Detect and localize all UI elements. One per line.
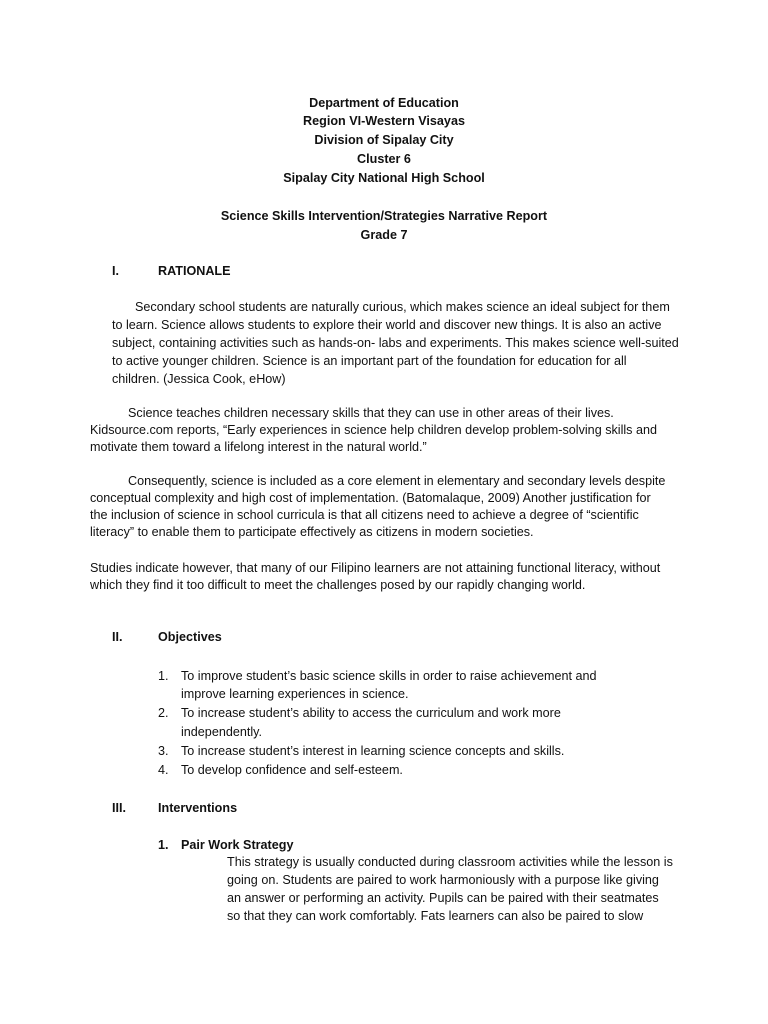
rationale-p3-line: Consequently, science is included as a core element in elementary and secondary levels despite [128, 474, 666, 488]
rationale-p1-line: children. (Jessica Cook, eHow) [112, 372, 286, 386]
objective-text: To increase student’s interest in learning science concepts and skills. [181, 744, 565, 758]
strategy-text-line: an answer or performing an activity. Pupils can be paired with their seatmates [227, 891, 659, 905]
objective-number: 3. [158, 744, 169, 758]
strategy-number: 1. [158, 838, 169, 852]
report-grade: Grade 7 [360, 228, 408, 242]
header-department: Department of Education [309, 96, 459, 110]
section-2-heading: Objectives [158, 630, 222, 644]
rationale-p1-line: Secondary school students are naturally curious, which makes science an ideal subject for them [135, 300, 670, 314]
rationale-p4-line: which they find it too difficult to meet the challenges posed by our rapidly changing world. [90, 578, 586, 592]
strategy-text-line: so that they can work comfortably. Fats learners can also be paired to slow [227, 909, 644, 923]
header-cluster: Cluster 6 [357, 152, 411, 166]
rationale-p2-line: motivate them toward a lifelong interest in the natural world.” [90, 440, 427, 454]
objective-text: improve learning experiences in science. [181, 687, 409, 701]
rationale-p2-line: Kidsource.com reports, “Early experiences in science help children develop problem-solving skills and [90, 423, 657, 437]
strategy-title: Pair Work Strategy [181, 838, 294, 852]
rationale-p3-line: literacy” to enable them to participate effectively as citizens in modern societies. [90, 525, 534, 539]
strategy-text-line: This strategy is usually conducted during classroom activities while the lesson is [227, 855, 673, 869]
header-school: Sipalay City National High School [283, 171, 485, 185]
objective-text: To increase student’s ability to access the curriculum and work more [181, 706, 561, 720]
objective-number: 4. [158, 763, 169, 777]
rationale-p3-line: the inclusion of science in school curricula is that all citizens need to achieve a degree of “scientific [90, 508, 639, 522]
header-region: Region VI-Western Visayas [303, 114, 465, 128]
strategy-text-line: going on. Students are paired to work harmoniously with a purpose like giving [227, 873, 659, 887]
objective-text: independently. [181, 725, 262, 739]
section-3-numeral: III. [112, 801, 126, 815]
rationale-p4-line: Studies indicate however, that many of our Filipino learners are not attaining functional literacy, without [90, 561, 661, 575]
header-division: Division of Sipalay City [314, 133, 454, 147]
objective-text: To develop confidence and self-esteem. [181, 763, 403, 777]
rationale-p1-line: to learn. Science allows students to explore their world and discover new things. It is also an active [112, 318, 662, 332]
section-2-numeral: II. [112, 630, 123, 644]
rationale-p1-line: subject, containing activities such as hands-on- labs and experiments. This makes science well-suited [112, 336, 679, 350]
rationale-p1-line: to active younger children. Science is an important part of the foundation for education for all [112, 354, 627, 368]
report-title: Science Skills Intervention/Strategies Narrative Report [220, 209, 548, 223]
objective-number: 1. [158, 669, 169, 683]
objective-text: To improve student’s basic science skills in order to raise achievement and [181, 669, 597, 683]
section-1-numeral: I. [112, 264, 119, 278]
objective-number: 2. [158, 706, 169, 720]
rationale-p2-line: Science teaches children necessary skills that they can use in other areas of their lives. [128, 406, 614, 420]
section-1-heading: RATIONALE [158, 264, 231, 278]
section-3-heading: Interventions [158, 801, 238, 815]
rationale-p3-line: conceptual complexity and high cost of implementation. (Batomalaque, 2009) Another justification for [90, 491, 651, 505]
